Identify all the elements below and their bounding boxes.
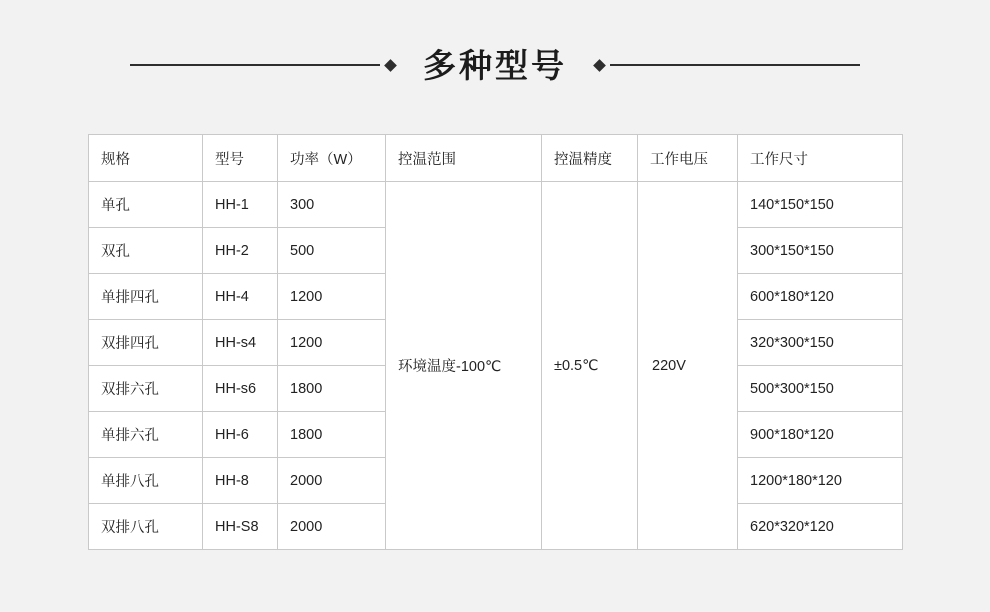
cell-power: 1800 (278, 366, 386, 412)
cell-model: HH-6 (203, 412, 278, 458)
cell-voltage: 220V (638, 182, 738, 550)
diamond-marker-right-icon (593, 59, 606, 72)
cell-spec: 双排六孔 (89, 366, 203, 412)
column-header-accuracy: 控温精度 (542, 135, 638, 182)
cell-model: HH-S8 (203, 504, 278, 550)
cell-model: HH-8 (203, 458, 278, 504)
table-row (89, 182, 903, 228)
cell-size: 1200*180*120 (738, 458, 903, 504)
cell-power: 1200 (278, 274, 386, 320)
cell-power: 300 (278, 182, 386, 228)
title-rule-left (130, 64, 380, 66)
cell-power: 500 (278, 228, 386, 274)
cell-power: 1200 (278, 320, 386, 366)
cell-spec: 单孔 (89, 182, 203, 228)
cell-spec: 双排八孔 (89, 504, 203, 550)
section-title (0, 36, 990, 94)
cell-model: HH-s6 (203, 366, 278, 412)
cell-size: 300*150*150 (738, 228, 903, 274)
spec-table (88, 134, 903, 550)
cell-temp-range: 环境温度-100℃ (386, 182, 542, 550)
cell-size: 900*180*120 (738, 412, 903, 458)
spec-table-container (88, 134, 902, 550)
title-rule-right (610, 64, 860, 66)
cell-model: HH-4 (203, 274, 278, 320)
cell-size: 320*300*150 (738, 320, 903, 366)
cell-model: HH-2 (203, 228, 278, 274)
cell-spec: 单排四孔 (89, 274, 203, 320)
table-header (89, 135, 903, 182)
cell-power: 2000 (278, 504, 386, 550)
table-body (89, 182, 903, 550)
column-header-model: 型号 (203, 135, 278, 182)
page-title: 多种型号 (423, 46, 567, 84)
cell-spec: 单排八孔 (89, 458, 203, 504)
cell-size: 600*180*120 (738, 274, 903, 320)
cell-power: 2000 (278, 458, 386, 504)
cell-model: HH-1 (203, 182, 278, 228)
cell-model: HH-s4 (203, 320, 278, 366)
column-header-voltage: 工作电压 (638, 135, 738, 182)
cell-temp-accuracy: ±0.5℃ (542, 182, 638, 550)
cell-size: 500*300*150 (738, 366, 903, 412)
column-header-range: 控温范围 (386, 135, 542, 182)
cell-spec: 双孔 (89, 228, 203, 274)
column-header-spec: 规格 (89, 135, 203, 182)
column-header-size: 工作尺寸 (738, 135, 903, 182)
diamond-marker-left-icon (384, 59, 397, 72)
table-header-row (89, 135, 903, 182)
cell-power: 1800 (278, 412, 386, 458)
cell-size: 140*150*150 (738, 182, 903, 228)
cell-spec: 单排六孔 (89, 412, 203, 458)
cell-size: 620*320*120 (738, 504, 903, 550)
column-header-power: 功率（W） (278, 135, 386, 182)
cell-spec: 双排四孔 (89, 320, 203, 366)
